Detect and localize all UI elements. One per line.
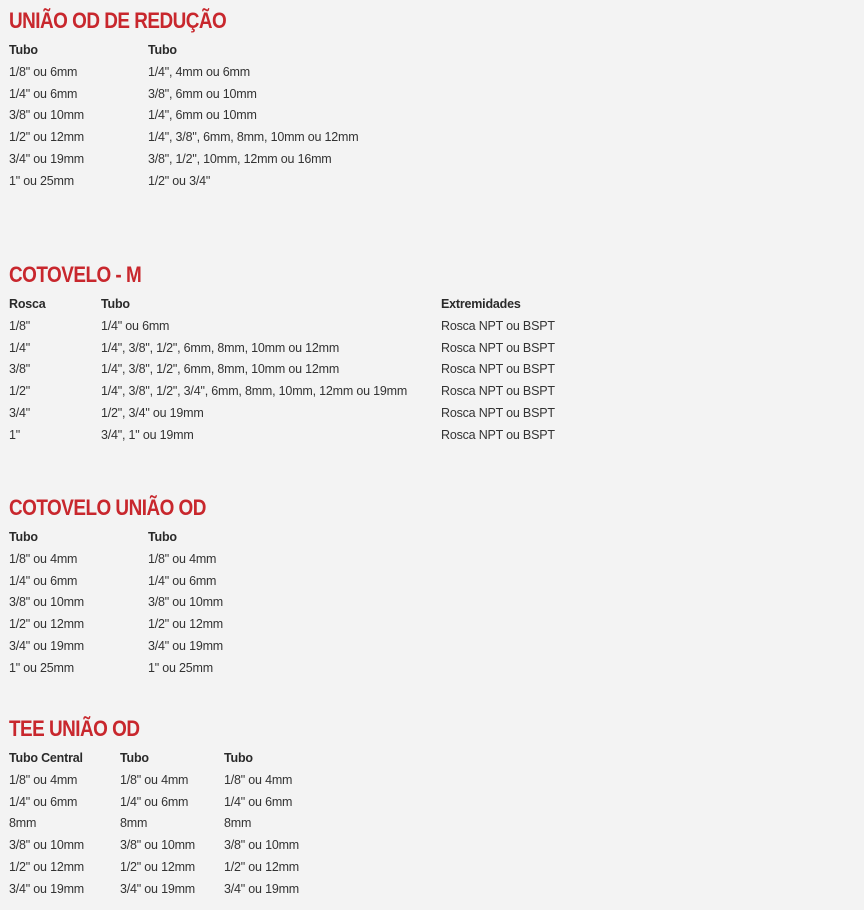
table-cell: 1/8" ou 6mm xyxy=(9,64,78,79)
column-header: Tubo xyxy=(148,43,177,57)
section-uniao-od-de-reducao xyxy=(9,8,358,193)
table-cell: 1/2", 3/4" ou 19mm xyxy=(101,405,204,420)
table-cell: Rosca NPT ou BSPT xyxy=(441,340,555,355)
table-row xyxy=(9,381,555,403)
column-header: Tubo xyxy=(9,43,38,57)
table-row xyxy=(9,549,223,571)
spec-table xyxy=(9,748,299,901)
table-row xyxy=(9,592,223,614)
table-cell: 3/4", 1" ou 19mm xyxy=(101,427,194,442)
table-cell: 1/4", 6mm ou 10mm xyxy=(148,108,257,123)
table-cell: 1/4" ou 6mm xyxy=(9,573,78,588)
table-cell: 8mm xyxy=(120,816,148,831)
table-row xyxy=(9,614,223,636)
table-row xyxy=(9,571,223,593)
column-header: Tubo xyxy=(120,751,149,765)
table-row xyxy=(9,658,223,680)
column-header: Tubo xyxy=(9,530,38,544)
table-cell: 1/4" ou 6mm xyxy=(224,794,293,809)
table-cell: 1/4" ou 6mm xyxy=(120,794,189,809)
table-cell: 1/2" ou 12mm xyxy=(120,859,195,874)
table-row xyxy=(9,338,555,360)
table-row xyxy=(9,105,358,127)
section-title: COTOVELO UNIÃO OD xyxy=(9,495,206,520)
column-header: Tubo xyxy=(224,751,253,765)
table-cell: Rosca NPT ou BSPT xyxy=(441,427,555,442)
table-cell: 1/4" ou 6mm xyxy=(148,573,217,588)
table-cell: 3/4" ou 19mm xyxy=(9,638,84,653)
table-row xyxy=(9,879,299,901)
column-header: Tubo Central xyxy=(9,751,83,765)
table-cell: 1/8" ou 4mm xyxy=(9,551,78,566)
column-header: Rosca xyxy=(9,297,46,311)
table-cell: 3/8" ou 10mm xyxy=(224,838,299,853)
table-cell: 3/8" ou 10mm xyxy=(9,108,84,123)
table-cell: 1/2" ou 12mm xyxy=(9,130,84,145)
table-cell: 1" ou 25mm xyxy=(148,660,213,675)
table-cell: 1/4", 4mm ou 6mm xyxy=(148,64,250,79)
table-row xyxy=(9,813,299,835)
column-header: Extremidades xyxy=(441,297,521,311)
column-header: Tubo xyxy=(101,297,130,311)
table-row xyxy=(9,316,555,338)
table-cell: 3/4" ou 19mm xyxy=(148,638,223,653)
table-cell: 1/2" ou 12mm xyxy=(9,859,84,874)
table-cell: 1/4" ou 6mm xyxy=(101,318,170,333)
column-header: Tubo xyxy=(148,530,177,544)
table-cell: 1/4" ou 6mm xyxy=(9,86,78,101)
table-cell: 3/8" ou 10mm xyxy=(9,595,84,610)
table-header-row xyxy=(9,748,299,770)
table-header-row xyxy=(9,40,358,62)
table-cell: 1/4" ou 6mm xyxy=(9,794,78,809)
table-row xyxy=(9,835,299,857)
section-title: TEE UNIÃO OD xyxy=(9,716,140,741)
table-cell: 1/4" xyxy=(9,340,31,355)
section-cotovelo-m xyxy=(9,262,555,447)
table-cell: Rosca NPT ou BSPT xyxy=(441,318,555,333)
table-cell: 1/4", 3/8", 1/2", 6mm, 8mm, 10mm ou 12mm xyxy=(101,362,340,377)
table-cell: 1" ou 25mm xyxy=(9,660,74,675)
table-cell: 1" ou 25mm xyxy=(9,173,74,188)
table-cell: 3/4" xyxy=(9,405,31,420)
table-cell: 3/8" ou 10mm xyxy=(120,838,195,853)
section-title: UNIÃO OD DE REDUÇÃO xyxy=(9,8,227,33)
table-cell: 3/8", 1/2", 10mm, 12mm ou 16mm xyxy=(148,151,332,166)
table-row xyxy=(9,359,555,381)
table-cell: 1/8" ou 4mm xyxy=(9,772,78,787)
table-header-row xyxy=(9,527,223,549)
spec-table xyxy=(9,527,223,680)
spec-table xyxy=(9,40,358,193)
table-row xyxy=(9,792,299,814)
table-row xyxy=(9,857,299,879)
table-cell: 1/4", 3/8", 6mm, 8mm, 10mm ou 12mm xyxy=(148,130,359,145)
section-tee-uniao-od xyxy=(9,716,299,901)
table-cell: Rosca NPT ou BSPT xyxy=(441,362,555,377)
table-cell: 1/8" ou 4mm xyxy=(148,551,217,566)
table-cell: 1/4", 3/8", 1/2", 6mm, 8mm, 10mm ou 12mm xyxy=(101,340,340,355)
table-cell: 1/2" ou 3/4" xyxy=(148,173,211,188)
section-title: COTOVELO - M xyxy=(9,262,142,287)
table-cell: 1/8" xyxy=(9,318,31,333)
table-row xyxy=(9,62,358,84)
table-cell: 3/8" ou 10mm xyxy=(9,838,84,853)
table-row xyxy=(9,149,358,171)
table-cell: 1/2" ou 12mm xyxy=(148,617,223,632)
table-cell: 8mm xyxy=(224,816,252,831)
table-cell: 1/8" ou 4mm xyxy=(120,772,189,787)
table-cell: 1/2" ou 12mm xyxy=(9,617,84,632)
spec-table xyxy=(9,294,555,447)
table-cell: Rosca NPT ou BSPT xyxy=(441,384,555,399)
table-row xyxy=(9,84,358,106)
table-row xyxy=(9,127,358,149)
table-cell: 3/4" ou 19mm xyxy=(224,881,299,896)
table-cell: 3/8", 6mm ou 10mm xyxy=(148,86,257,101)
table-header-row xyxy=(9,294,555,316)
table-cell: 3/4" ou 19mm xyxy=(120,881,195,896)
table-cell: 1/4", 3/8", 1/2", 3/4", 6mm, 8mm, 10mm, 12mm ou 19mm xyxy=(101,384,408,399)
table-row xyxy=(9,770,299,792)
table-cell: 3/8" xyxy=(9,362,31,377)
table-cell: 1/8" ou 4mm xyxy=(224,772,293,787)
table-cell: 8mm xyxy=(9,816,37,831)
table-row xyxy=(9,403,555,425)
table-row xyxy=(9,636,223,658)
table-cell: Rosca NPT ou BSPT xyxy=(441,405,555,420)
table-row xyxy=(9,171,358,193)
table-row xyxy=(9,425,555,447)
table-cell: 3/8" ou 10mm xyxy=(148,595,223,610)
table-cell: 3/4" ou 19mm xyxy=(9,151,84,166)
section-cotovelo-uniao-od xyxy=(9,495,238,680)
table-cell: 1/2" xyxy=(9,384,31,399)
table-cell: 3/4" ou 19mm xyxy=(9,881,84,896)
table-cell: 1" xyxy=(9,427,20,442)
table-cell: 1/2" ou 12mm xyxy=(224,859,299,874)
